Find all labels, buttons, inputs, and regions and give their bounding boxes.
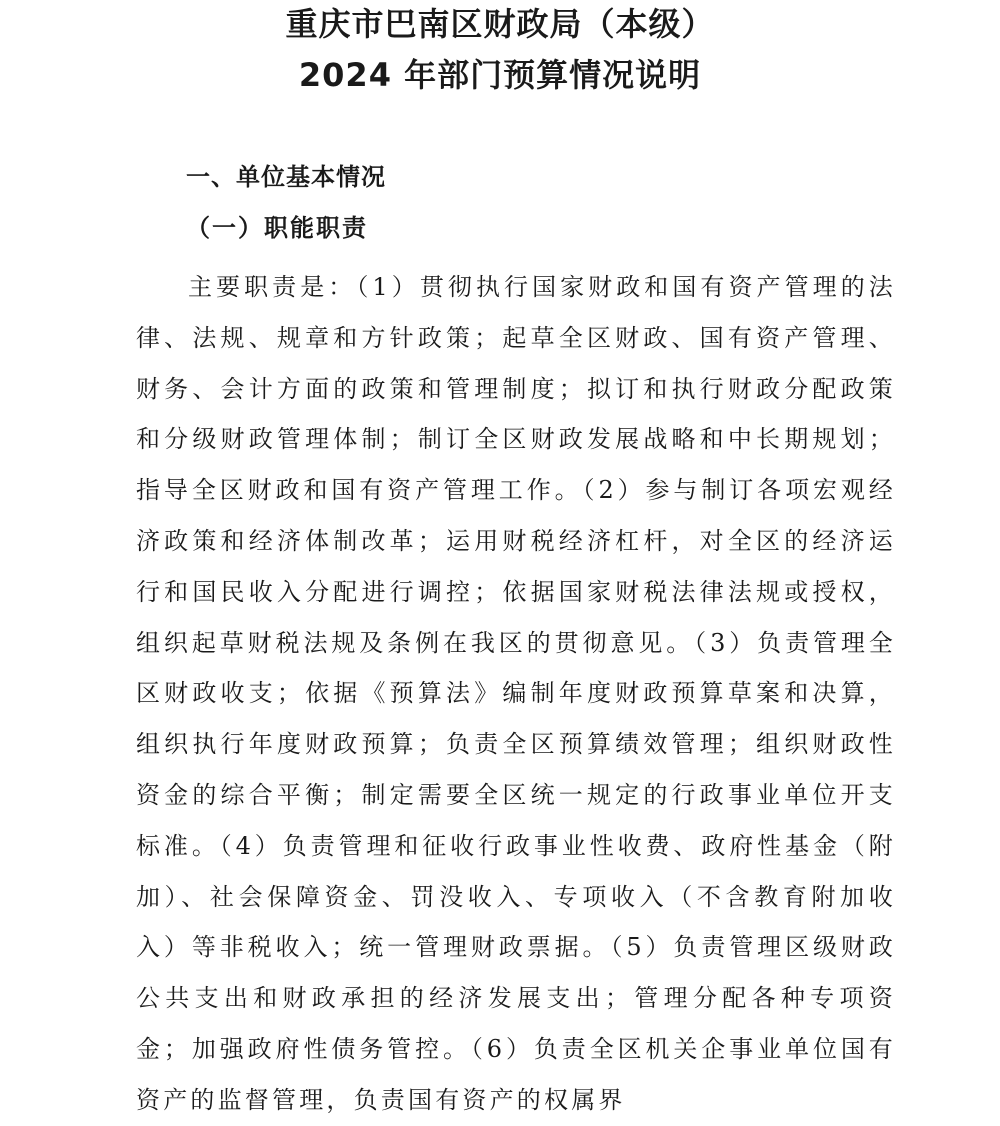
document-title-line2: 2024 年部门预算情况说明 — [298, 56, 702, 94]
body-paragraph: 主要职责是：（1）贯彻执行国家财政和国有资产管理的法律、法规、规章和方针政策；起草全区财政、国有资产管理、财务、会计方面的政策和管理制度；拟订和执行财政分配政策和分级财政管理体制；制订全区财政发展战略和中长期规划；指导全区财政和国有资产管理工作。（2）参与制订各项宏观经济政策和经济体制改革；运用财税经济杠杆，对全区的经济运行和国民收入分配进行调控；依据国家财税法律法规或授权，组织起草财税法规及条例在我区的贯彻意见。（3）负责管理全区财政收支；依据《预算法》编制年度财政预算草案和决算，组织执行年度财政预算；负责全区预算绩效管理；组织财政性资金的综合平衡；制定需要全区统一规定的行政事业单位开支标准。（4）负责管理和征收行政事业性收费、政府性基金（附加）、社会保障资金、罚没收入、专项收入（不含教育附加收入）等非税收入；统一管理财政票据。（5）负责管理区级财政公共支出和财政承担的经济发展支出；管理分配各种专项资金；加强政府性债务管控。（6）负责全区机关企事业单位国有资产的监督管理，负责国有资产的权属界 — [136, 273, 896, 1114]
document-title-line1: 重庆市巴南区财政局（本级） — [285, 5, 715, 43]
section-heading: 一、单位基本情况 — [186, 163, 386, 191]
subsection-heading: （一）职能职责 — [186, 213, 368, 242]
